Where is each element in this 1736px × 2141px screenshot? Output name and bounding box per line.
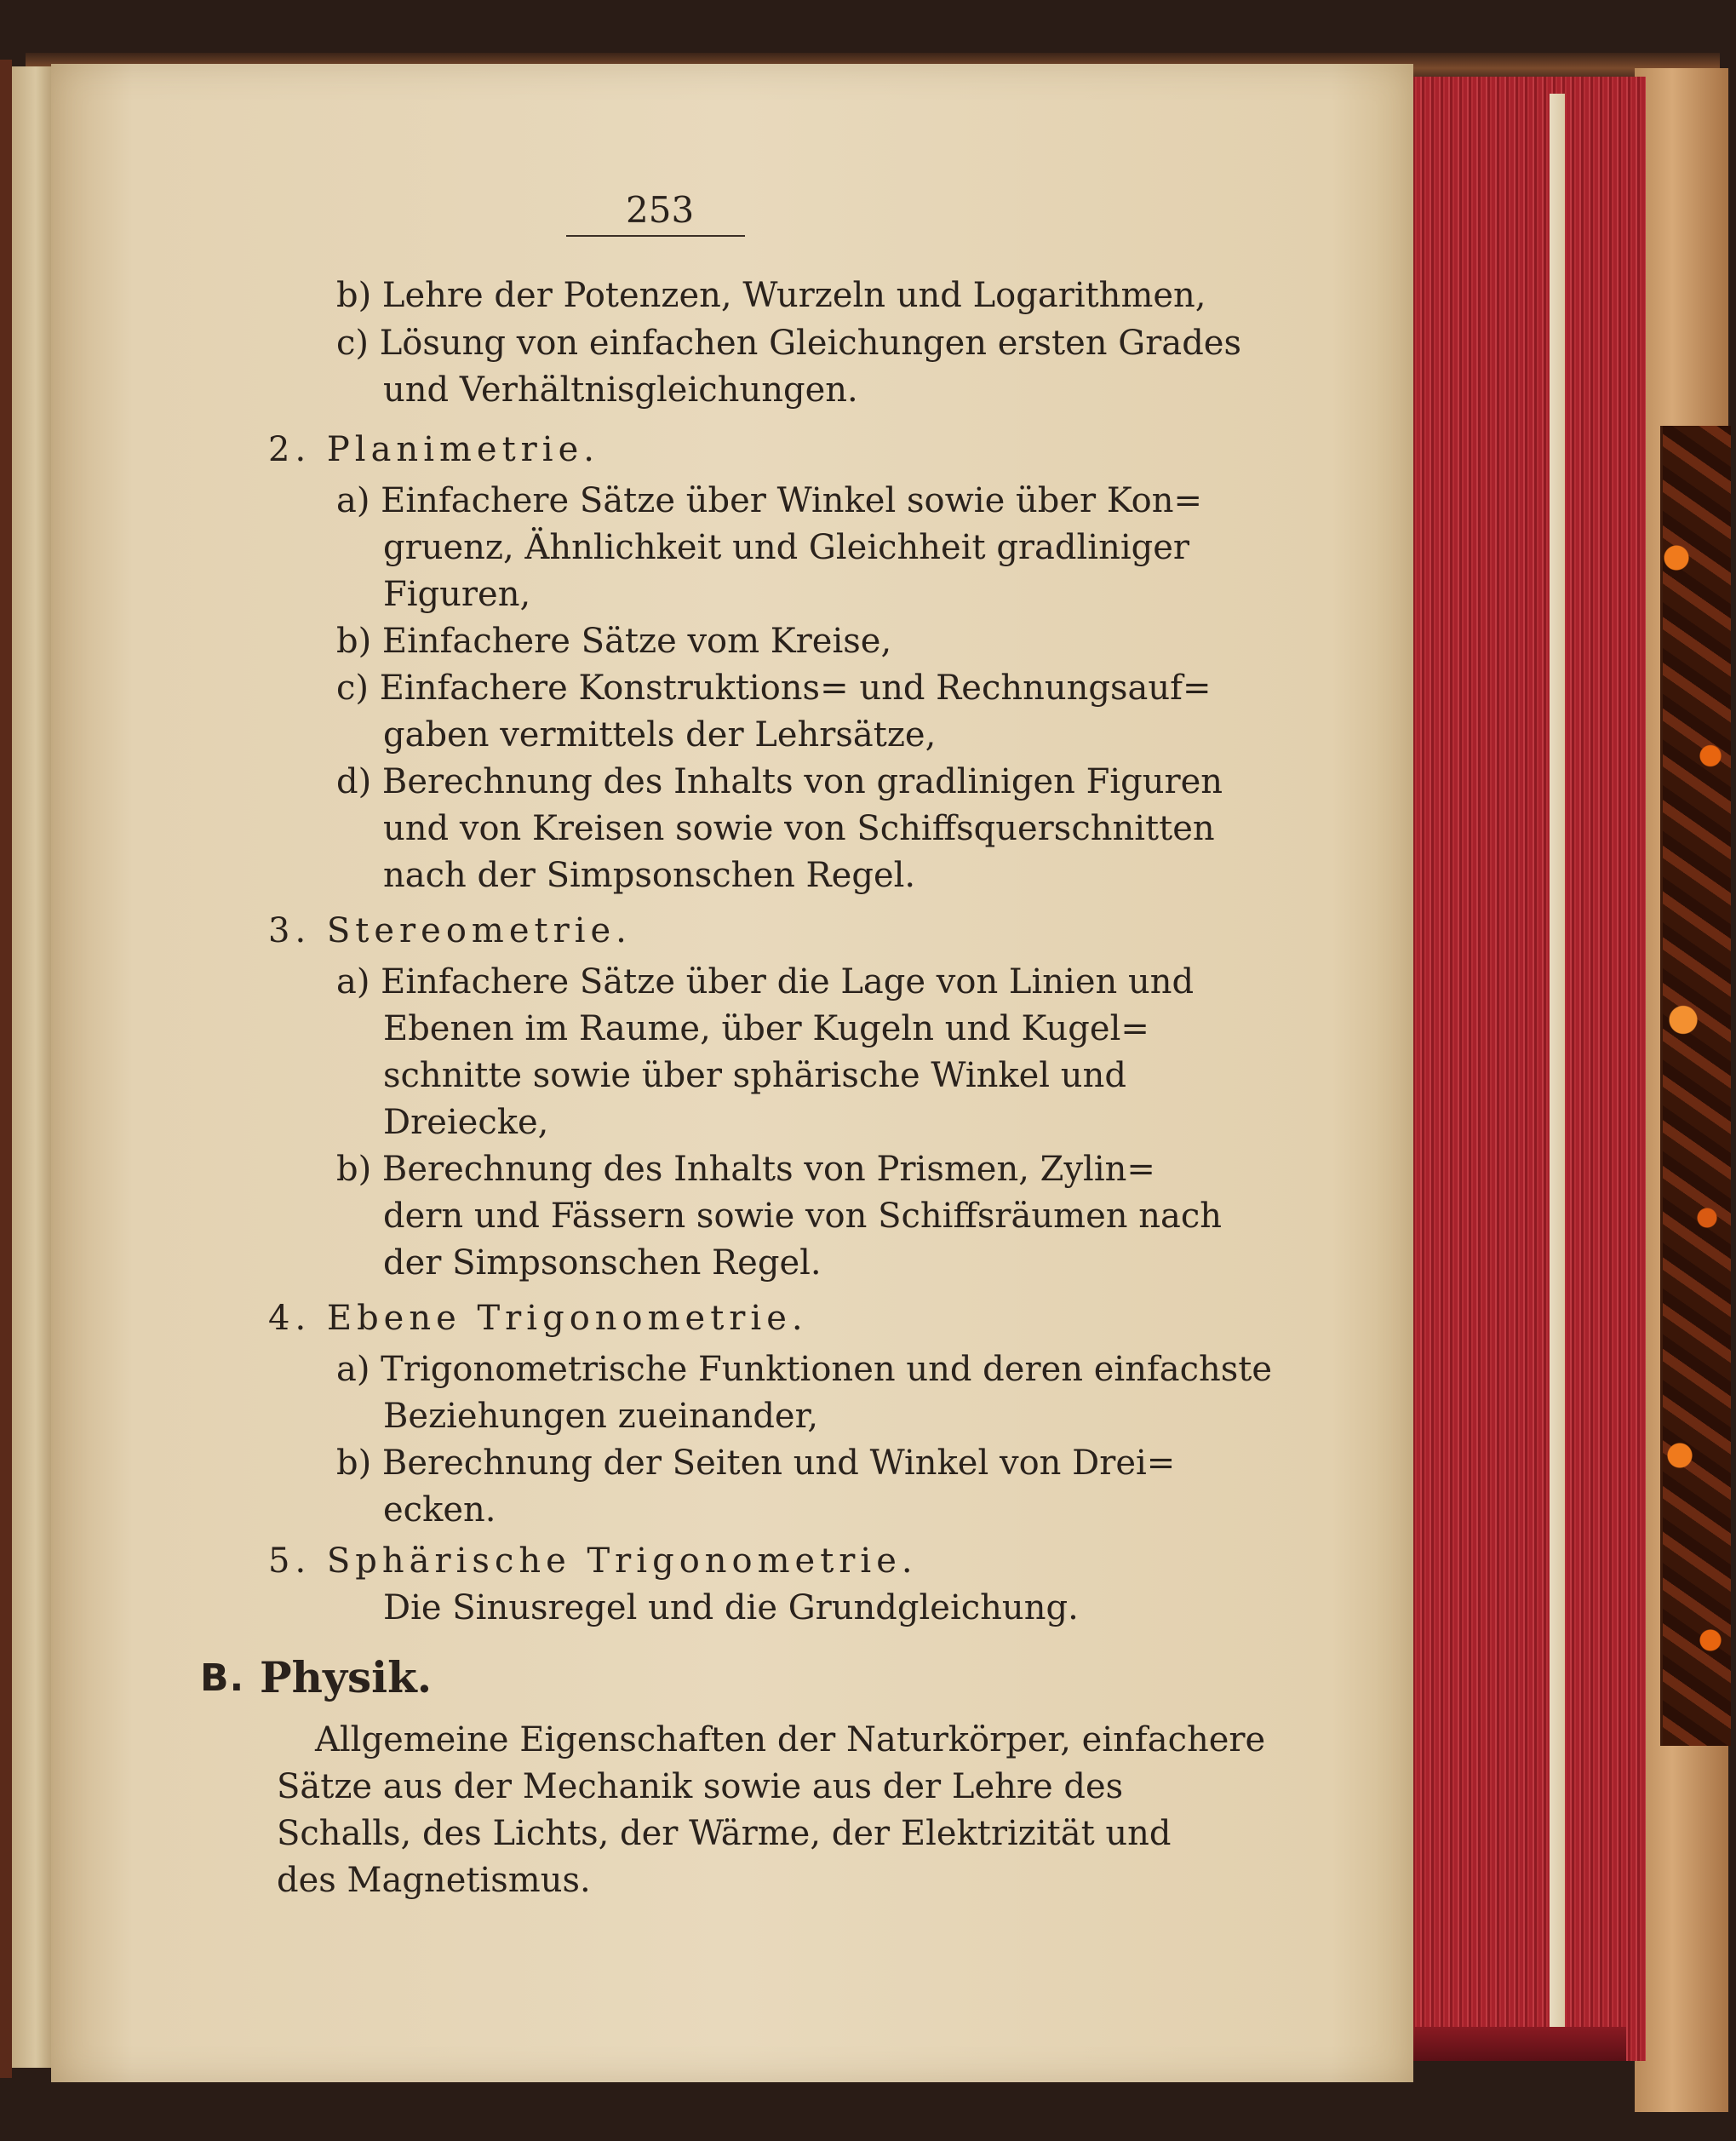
list-item-continuation: und von Kreisen sowie von Schiffsquerschnitten — [383, 809, 1215, 848]
list-item: a) Einfachere Sätze über die Lage von Linien und — [336, 962, 1195, 1002]
list-item: b) Berechnung des Inhalts von Prismen, Zylin= — [336, 1150, 1155, 1189]
list-item: a) Trigonometrische Funktionen und deren einfachste — [336, 1350, 1273, 1389]
list-item-continuation: ecken. — [383, 1490, 496, 1530]
list-item-continuation: gruenz, Ähnlichkeit und Gleichheit gradliniger — [383, 528, 1190, 567]
section-heading: 2. Planimetrie. — [268, 430, 599, 469]
page-edges-bottom — [1413, 2027, 1626, 2061]
list-item: c) Lösung von einfachen Gleichungen ersten Grades — [336, 324, 1242, 363]
header-rule — [566, 235, 745, 237]
part-heading-letter: B. — [200, 1656, 245, 1700]
paragraph-line: Allgemeine Eigenschaften der Naturkörper, einfachere — [315, 1720, 1266, 1759]
list-item: a) Einfachere Sätze über Winkel sowie über Kon= — [336, 481, 1203, 520]
list-item-continuation: Ebenen im Raume, über Kugeln und Kugel= — [383, 1009, 1149, 1048]
section-heading: 5. Sphärische Trigonometrie. — [268, 1541, 918, 1581]
page-edges-light — [1550, 94, 1565, 2035]
list-item: b) Einfachere Sätze vom Kreise, — [336, 622, 892, 661]
list-item-continuation: und Verhältnisgleichungen. — [383, 370, 858, 410]
list-item: b) Berechnung der Seiten und Winkel von Drei= — [336, 1444, 1176, 1483]
paragraph-line: Schalls, des Lichts, der Wärme, der Elektrizität und — [277, 1814, 1172, 1853]
list-item: c) Einfachere Konstruktions= und Rechnungsauf= — [336, 669, 1212, 708]
red-page-edges — [1405, 77, 1646, 2061]
list-item: b) Lehre der Potenzen, Wurzeln und Logarithmen, — [336, 276, 1206, 315]
list-item-continuation: gaben vermittels der Lehrsätze, — [383, 715, 937, 755]
list-item-continuation: schnitte sowie über sphärische Winkel und — [383, 1056, 1126, 1095]
part-heading-title: Physik. — [260, 1652, 433, 1702]
list-item-continuation: nach der Simpsonschen Regel. — [383, 856, 916, 895]
list-item-continuation: Beziehungen zueinander, — [383, 1397, 819, 1436]
list-item-continuation: Figuren, — [383, 575, 531, 614]
section-heading: 4. Ebene Trigonometrie. — [268, 1299, 808, 1338]
list-item-continuation: Die Sinusregel und die Grundgleichung. — [383, 1588, 1079, 1627]
marbled-endpaper — [1660, 426, 1731, 1746]
paragraph-line: des Magnetismus. — [277, 1861, 591, 1900]
list-item-continuation: dern und Fässern sowie von Schiffsräumen nach — [383, 1197, 1222, 1236]
section-heading: 3. Stereometrie. — [268, 911, 632, 950]
paragraph-line: Sätze aus der Mechanik sowie aus der Lehre des — [277, 1767, 1124, 1806]
book-spine-left — [0, 60, 12, 2078]
list-item: d) Berechnung des Inhalts von gradlinigen Figuren — [336, 762, 1223, 801]
page-number: 253 — [626, 189, 695, 231]
list-item-continuation: Dreiecke, — [383, 1103, 549, 1142]
list-item-continuation: der Simpsonschen Regel. — [383, 1243, 822, 1283]
